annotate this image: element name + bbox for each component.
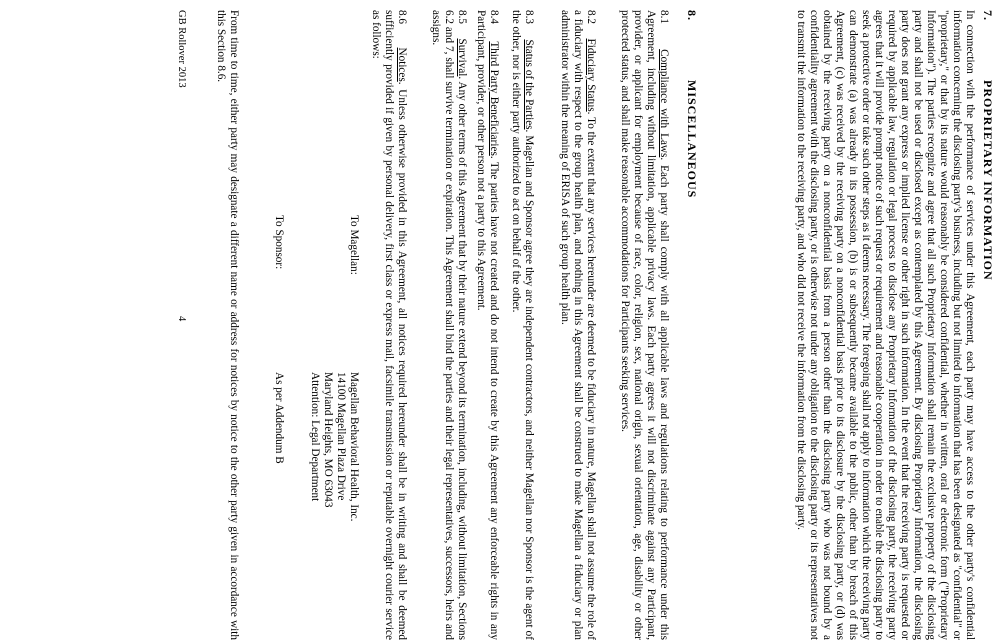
magellan-address-line: Maryland Heights, MO 63043	[322, 372, 334, 508]
section-8-3-body: . Magellan and Sponsor agree they are independent contractors, and neither Magellan nor Sponsor is the agent of the other, nor is either party authorized to act on behalf of the other.	[510, 10, 535, 640]
section-8-2-heading: Fiduciary Status	[585, 38, 597, 112]
section-8-2	[558, 10, 597, 640]
sponsor-address: As per Addendum B	[273, 372, 285, 464]
section-8-5-heading: Survival	[456, 38, 468, 77]
section-8-4-heading: Third Party Beneficiaries	[488, 41, 500, 156]
magellan-address	[308, 372, 360, 632]
to-sponsor-label: To Sponsor:	[273, 215, 285, 270]
section-8-1-body: . Each party shall comply with all applicable laws and regulations relating to performance under this Agreement, including without limitation, applicable privacy laws. Each party agrees it will not discriminate against any Participant, provider, or applicant for employment because of race, color, religion, sex, national origin, sexual orientation, age, disability or other protected status, and shall make reasonable accommodations for Participants seeking services.	[619, 10, 670, 640]
section-8-4-body: . The parties have not created and do not intend to create by this Agreement any enforceable rights in any Participant, provider, or other person not a party to this Agreement.	[475, 10, 500, 640]
notices-closing: From time to time, either party may designate a different name or address for notices by notice to the other party given in accordance with this Section 8.6.	[215, 10, 240, 640]
section-8-5	[429, 10, 468, 640]
section-8-3	[509, 10, 535, 640]
page-number: 4	[176, 316, 187, 322]
magellan-address-line: 14100 Magellan Plaza Drive	[335, 372, 347, 501]
section-8-2-number: 8.2	[585, 10, 597, 24]
magellan-address-line: Attention: Legal Department	[309, 372, 321, 502]
section-8-3-heading: Status of the Parties	[523, 39, 535, 130]
section-7-number: 7.	[981, 10, 995, 21]
magellan-address-line: Magellan Behavioral Health, Inc.	[348, 372, 360, 522]
section-8-5-body: . Any other terms of this Agreement that by their nature extend beyond its termination, including, without limitation, Sections 6.2 and 7, shall survive termination or expiration. This Agreement shall bind the parties and their legal representatives, successors, heirs and assigns.	[430, 10, 468, 640]
section-8-1-number: 8.1	[658, 10, 670, 24]
section-8-number: 8.	[685, 10, 699, 21]
section-8-1	[618, 10, 670, 640]
section-8-6-heading: Notices	[396, 47, 408, 82]
section-7-title: PROPRIETARY INFORMATION	[981, 80, 995, 281]
section-8-2-body: . To the extent that any services hereunder are deemed to be fiduciary in nature, Magellan shall not assume the role of a fiduciary with respect to the group health plan, and nothing in this Agreement shall be construed to make Magellan a fiduciary or plan administrator within the meaning of ERISA of such group health plan.	[559, 10, 597, 640]
section-8-1-heading: Compliance with Laws	[658, 49, 670, 158]
section-8-6	[369, 10, 408, 640]
to-magellan-label: To Magellan:	[348, 215, 360, 275]
footer-doc-label: GB Rollover 2013	[176, 10, 187, 88]
section-8-6-number: 8.6	[396, 10, 408, 24]
section-8-5-number: 8.5	[456, 10, 468, 24]
section-8-3-number: 8.3	[523, 10, 535, 24]
section-7-body: In connection with the performance of services under this Agreement, each party may have access to the other party's confidential information concerning the disclosing party's business, including but not limited to information that has been designated as "confidential" or "proprietary," or that by its nature would reasonably be considered confidential, whether in written, oral or electronic form ("Proprietary Information"). The parties recognize and agree that all such Proprietary Information shall remain the exclusive property of the disclosing party and shall not be used or disclosed except as contemplated by this Agreement. By disclosing Proprietary Information, the disclosing party does not grant any express or implied license or other right in such information. In the event that the receiving party is requested or required by applicable law, regulation or legal process to disclose any Proprietary Information of the disclosing party, the receiving party agrees that it will provide prompt notice of such request or requirement and reasonable cooperation in order to enable the disclosing party to seek a protective order or take such other steps as it deems necessary. The foregoing shall not apply to information which the receiving party can demonstrate (a) was already in its possession, (b) is or subsequently became available to the public, other than by breach of this Agreement, (c) was received by the receiving party on a nonconfidential basis prior to its disclosure by the disclosing party, or (d) was obtained by the receiving party on a nonconfidential basis from a person other than the disclosing party who was not bound by a confidentiality agreement with the disclosing party, or is otherwise not under any obligation to the disclosing party or its representatives not to transmit the information to the receiving party, and who did not receive the information from the disclosing party.	[795, 10, 976, 640]
section-8-title: MISCELLANEOUS	[685, 80, 699, 199]
section-8-6-body: . Unless otherwise provided in this Agreement, all notices required hereunder shall be in writing and shall be deemed sufficiently provided if given by personal delivery, first class or express mail, facsimile transmission or reputable overnight courier service as follows:	[370, 10, 408, 640]
section-8-4	[474, 10, 500, 640]
section-8-4-number: 8.4	[488, 10, 500, 24]
